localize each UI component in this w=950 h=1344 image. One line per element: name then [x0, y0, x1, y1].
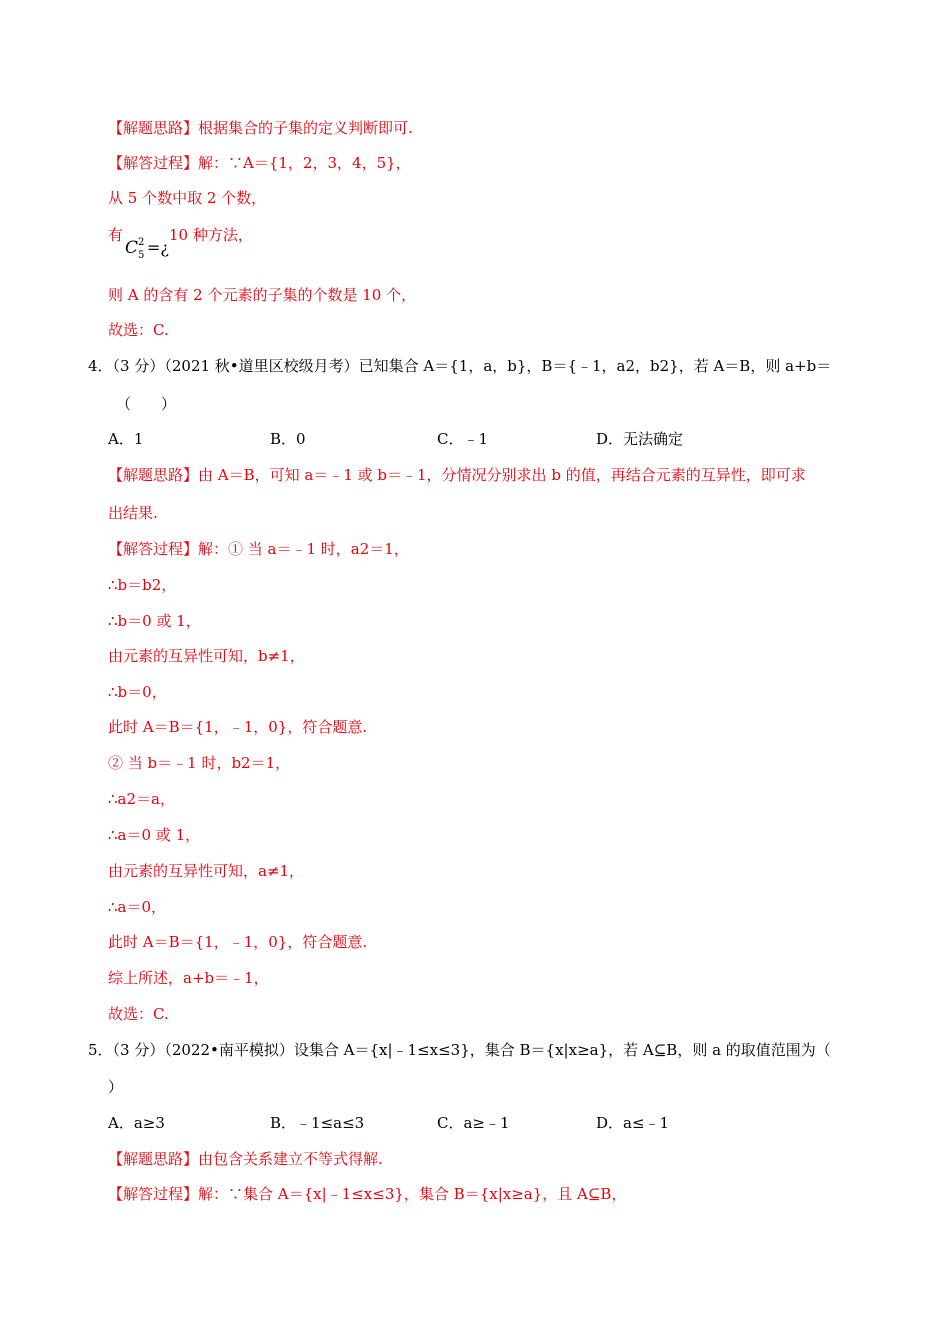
q3-approach: 【解题思路】根据集合的子集的定义判断即可.	[108, 119, 413, 137]
q4-stem-line-2: （ ）	[116, 395, 177, 413]
q4-step: 此时 A＝B＝{1，﹣1，0}，符合题意.	[108, 933, 368, 951]
q4-step: ② 当 b＝﹣1 时，b2＝1，	[108, 754, 291, 772]
q5-process-text: 解：∵集合 A＝{x|﹣1≤x≤3}，集合 B＝{x|x≥a}，且 A⊆B，	[198, 1185, 627, 1203]
formula-sub: 5	[138, 250, 145, 261]
q4-option-c: C．﹣1	[437, 430, 489, 448]
q4-step: 综上所述，a+b＝﹣1，	[108, 969, 269, 987]
q4-step: 此时 A＝B＝{1，﹣1，0}，符合题意.	[108, 718, 368, 736]
q4-step: ∴a＝0，	[108, 898, 167, 916]
formula-c: C	[125, 238, 139, 258]
formula-eq: =¿	[147, 238, 169, 257]
q4-step: ∴a2＝a，	[108, 790, 175, 808]
q3-line-2-post: 10 种方法，	[169, 226, 253, 244]
q3-line-4: 故选：C.	[108, 321, 169, 339]
q3-process-text: 解：∵A＝{1，2，3，4，5}，	[198, 154, 411, 172]
q3-line-3: 则 A 的含有 2 个元素的子集的个数是 10 个，	[108, 286, 417, 304]
q4-step: ∴b＝b2，	[108, 576, 177, 594]
q4-step: 由元素的互异性可知，b≠1，	[108, 647, 305, 665]
q5-approach: 【解题思路】由包含关系建立不等式得解.	[108, 1150, 383, 1168]
q3-line-1: 从 5 个数中取 2 个数，	[108, 189, 267, 207]
q4-step: ∴b＝0 或 1，	[108, 612, 201, 630]
q4-step: ∴a＝0 或 1，	[108, 826, 201, 844]
q4-step: 由元素的互异性可知，a≠1，	[108, 862, 305, 880]
q5-process-label: 【解答过程】	[108, 1185, 199, 1203]
q4-option-b: B．0	[270, 430, 306, 448]
q5-option-a: A．a≥3	[108, 1114, 165, 1132]
q4-stem-line-1: 4．（3 分）（2021 秋•道里区校级月考）已知集合 A＝{1，a，b}，B＝{﹣1，a2，b2}，若 A＝B，则 a+b＝	[88, 357, 832, 375]
q5-stem-line-1: 5．（3 分）（2022•南平模拟）设集合 A＝{x|﹣1≤x≤3}，集合 B＝{x|x≥a}，若 A⊆B，则 a 的取值范围为（	[88, 1041, 831, 1059]
q4-approach-line-1: 【解题思路】由 A＝B，可知 a＝﹣1 或 b＝﹣1，分情况分别求出 b 的值，再结合元素的互异性，即可求	[108, 466, 806, 484]
q5-process-line	[108, 1184, 626, 1204]
q4-approach-line-2: 出结果.	[108, 504, 158, 522]
q4-step: ∴b＝0，	[108, 683, 167, 701]
q3-process-line	[108, 153, 411, 173]
q5-option-b: B．﹣1≤a≤3	[270, 1114, 365, 1132]
q4-option-d: D．无法确定	[596, 430, 684, 448]
q4-step: 【解答过程】解：① 当 a＝﹣1 时，a2＝1，	[108, 540, 409, 558]
q5-option-d: D．a≤﹣1	[596, 1114, 670, 1132]
q4-step: 故选：C.	[108, 1005, 169, 1023]
q3-process-label: 【解答过程】	[108, 154, 199, 172]
q5-stem-line-2: ）	[108, 1078, 124, 1096]
q4-option-a: A．1	[108, 430, 144, 448]
q5-option-c: C．a≥﹣1	[437, 1114, 510, 1132]
q3-line-2-pre: 有	[108, 226, 124, 244]
formula-sup: 2	[138, 237, 145, 248]
